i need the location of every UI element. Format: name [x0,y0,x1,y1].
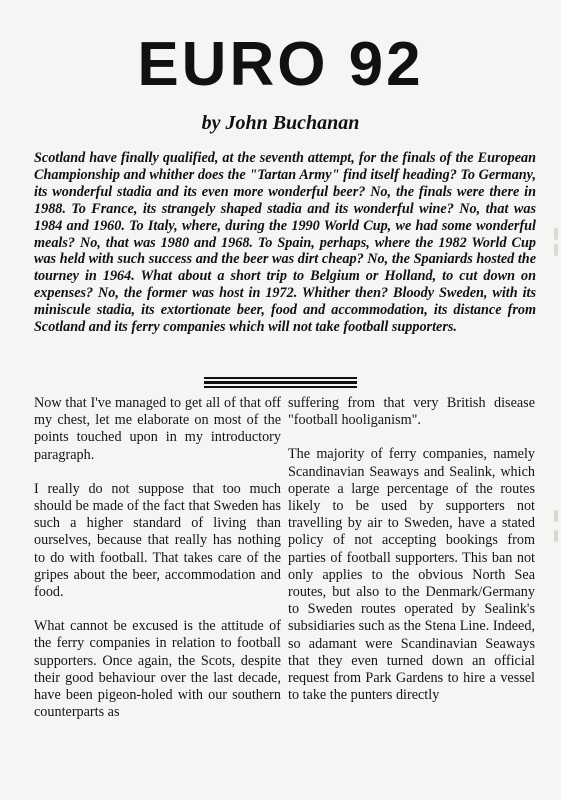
right-text-column [288,395,535,721]
article-title: EURO 92 [137,30,424,99]
punch-hole-mark [554,244,558,256]
section-divider-rule [204,386,357,388]
punch-hole-mark [554,530,558,542]
section-divider-rule [204,377,357,379]
section-divider-rule [204,381,357,384]
intro-paragraph: Scotland have finally qualified, at the seventh attempt, for the finals of the European Championship and whither does the "Tartan Army" find itself heading? To Germany, its wonderful stadia and its even more wonderful beer? No, the finals were there in 1988. To France, its strangely shaped stadia and its wonderful wine? No, that was 1984 and 1960. To Italy, where, during the 1990 World Cup, we had some wonderful meals? No, that was 1980 and 1968. To Spain, perhaps, where the 1982 World Cup was held with such success and the beer was dirt cheap? No, the Spaniards hosted the tourney in 1964. What about a short trip to Belgium or Holland, to cut down on expenses? No, the former was host in 1972. Whither then? Bloody Sweden, with its miniscule stadia, its extortionate beer, food and accommodation, its distance from Scotland and its ferry companies which will not take football supporters. [34,150,536,336]
body-paragraph: Now that I've managed to get all of that off my chest, let me elaborate on most of the points touched upon in my introductory paragraph. [34,395,281,463]
article-byline: by John Buchanan [201,112,360,134]
body-paragraph: The majority of ferry companies, namely Scandinavian Seaways and Sealink, which operate a large percentage of the routes likely to be used by supporters not travelling by air to Sweden, have a stated policy of not accepting bookings from parties of football supporters. This ban not only applies to the obvious North Sea routes, but also to the Denmark/Germany to Sweden routes operated by Sealink's subsidiaries such as the Stena Line. Indeed, so adamant were Scandinavian Seaways that they even turned down an official request from Park Gardens to hire a vessel to take the punters directly [288,446,535,704]
left-text-column [34,395,281,738]
body-paragraph: suffering from that very British disease "football hooliganism". [288,395,535,429]
punch-hole-mark [554,228,558,240]
body-paragraph: What cannot be excused is the attitude of the ferry companies in relation to football supporters. Once again, the Scots, despite their good behaviour over the last decade, have been pigeon-holed with our southern counterparts as [34,618,281,721]
body-paragraph: I really do not suppose that too much should be made of the fact that Sweden has such a higher standard of living than ourselves, because that really has nothing to do with football. That takes care of the gripes about the beer, accommodation and food. [34,480,281,601]
punch-hole-mark [554,510,558,522]
